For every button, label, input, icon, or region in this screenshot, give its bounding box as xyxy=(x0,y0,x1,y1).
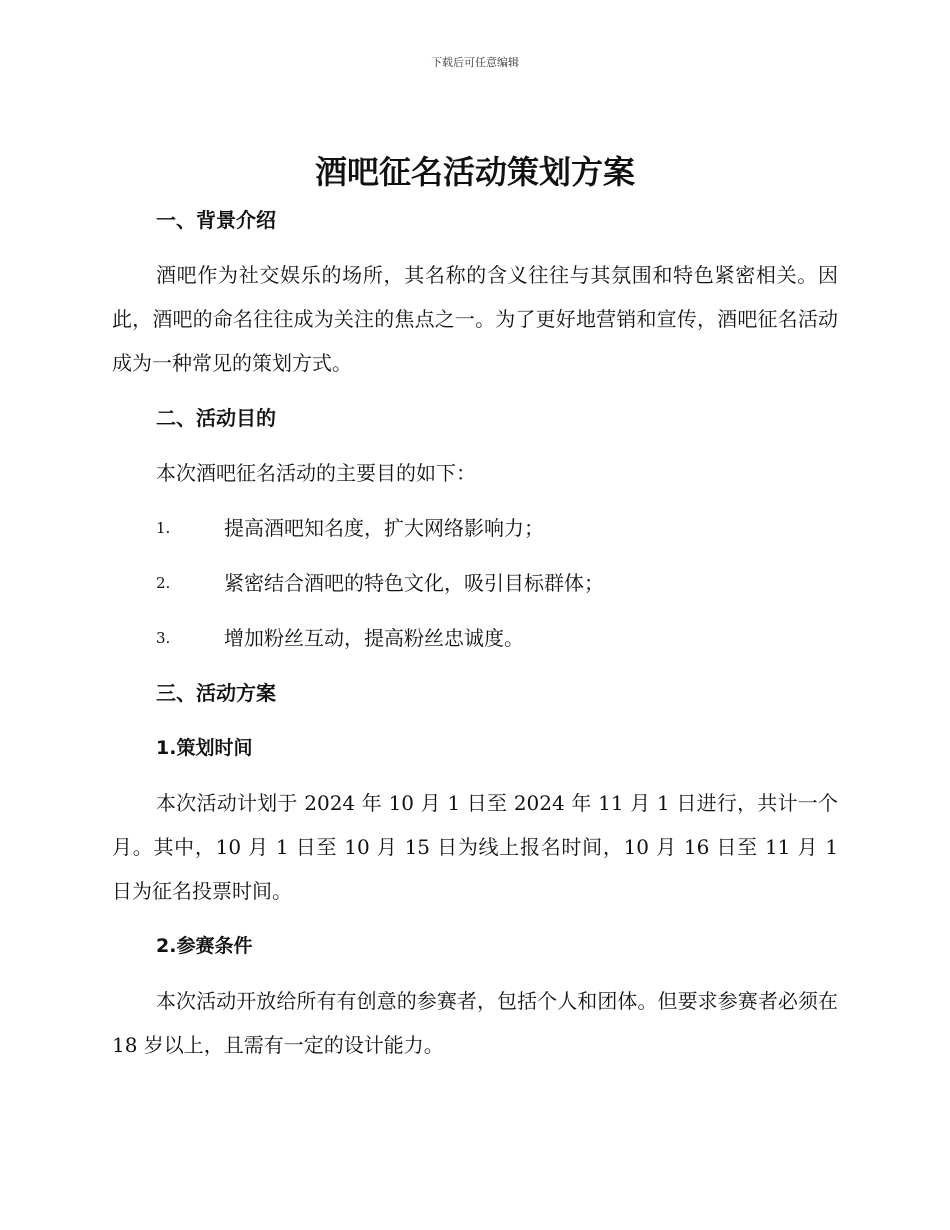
list-item-text: 提高酒吧知名度，扩大网络影响力； xyxy=(224,516,544,540)
section-heading-goals: 二、活动目的 xyxy=(156,406,276,430)
subheading-timing: 1.策划时间 xyxy=(156,737,253,759)
list-item xyxy=(112,506,838,550)
subheading-conditions: 2.参赛条件 xyxy=(156,935,253,957)
list-item xyxy=(112,561,838,605)
list-item xyxy=(112,616,838,660)
list-item-number: 2. xyxy=(156,574,171,592)
document-body xyxy=(112,198,838,1067)
list-item-text: 紧密结合酒吧的特色文化，吸引目标群体； xyxy=(224,571,604,595)
section-heading-background: 一、背景介绍 xyxy=(156,208,276,232)
timing-paragraph: 本次活动计划于 2024 年 10 月 1 日至 2024 年 11 月 1 日进行，共计一个月。其中，10 月 1 日至 10 月 15 日为线上报名时间，10 月 16 日至 11 月 1 日为征名投票时间。 xyxy=(112,791,838,903)
conditions-paragraph: 本次活动开放给所有有创意的参赛者，包括个人和团体。但要求参赛者必须在 18 岁以上，且需有一定的设计能力。 xyxy=(112,989,838,1057)
header-note: 下载后可任意编辑 xyxy=(431,56,519,69)
list-item-number: 1. xyxy=(156,519,171,537)
section-heading-plan: 三、活动方案 xyxy=(156,681,276,705)
list-item-text: 增加粉丝互动，提高粉丝忠诚度。 xyxy=(224,626,524,650)
goals-intro: 本次酒吧征名活动的主要目的如下： xyxy=(156,461,476,485)
goals-list xyxy=(112,506,838,660)
list-item-number: 3. xyxy=(156,629,171,647)
background-paragraph: 酒吧作为社交娱乐的场所，其名称的含义往往与其氛围和特色紧密相关。因此，酒吧的命名往往成为关注的焦点之一。为了更好地营销和宣传，酒吧征名活动成为一种常见的策划方式。 xyxy=(112,263,838,375)
document-title: 酒吧征名活动策划方案 xyxy=(314,153,635,191)
